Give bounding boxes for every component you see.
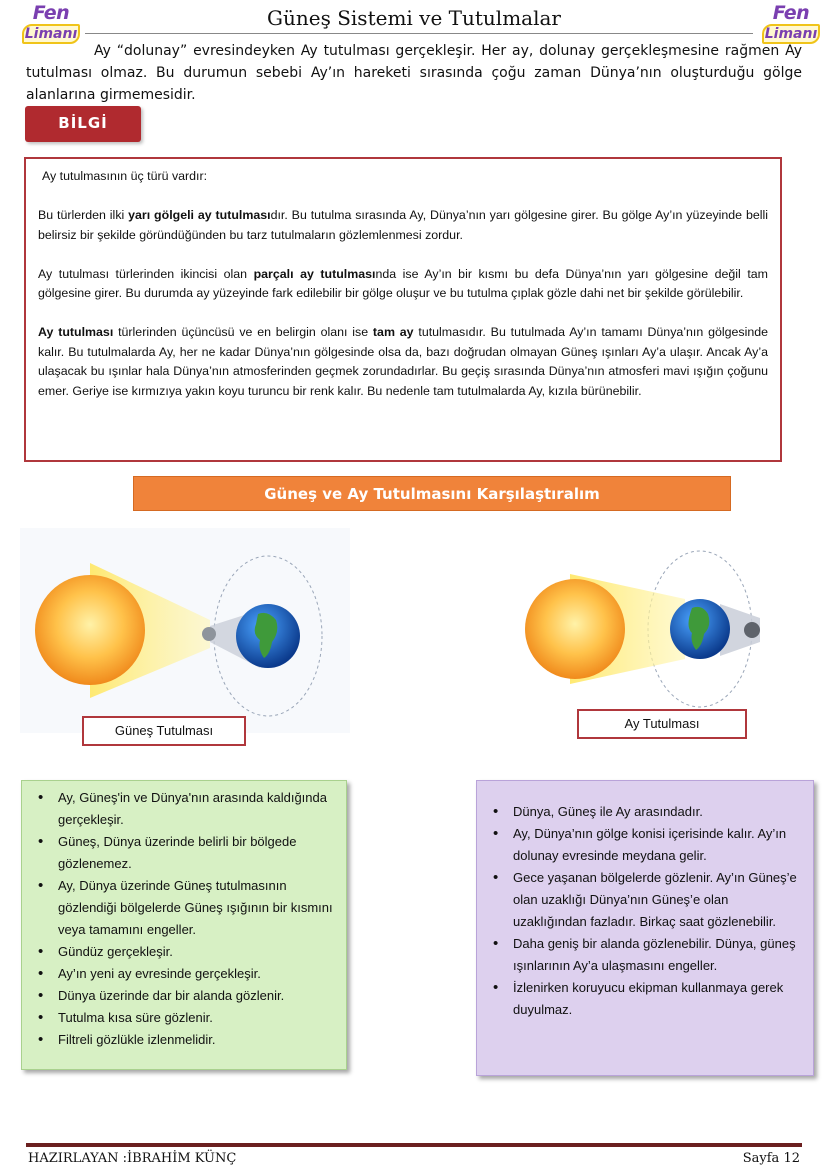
- page-title: Güneş Sistemi ve Tutulmalar: [267, 6, 561, 30]
- info-term-penumbral: yarı gölgeli ay tutulması: [128, 208, 271, 222]
- info-tab: [25, 106, 141, 142]
- info-text: Ay tutulması türlerinden ikincisi olan: [38, 266, 254, 281]
- info-paragraph-4: [38, 323, 768, 401]
- info-paragraph-2: [38, 206, 768, 245]
- info-text: Bu türlerden ilki: [38, 208, 129, 222]
- logo-liman-text: Limanı: [762, 24, 820, 44]
- lunar-eclipse-diagram: [520, 534, 780, 714]
- lunar-eclipse-facts: [476, 780, 814, 1076]
- info-paragraph-1: Ay tutulmasının üç türü vardır:: [42, 169, 208, 183]
- list-item: • Filtreli gözlükle izlenmelidir.: [30, 1029, 336, 1051]
- list-item: • İzlenirken koruyucu ekipman kullanmaya gerek duyulmaz.: [485, 977, 803, 1021]
- compare-banner-title: Güneş ve Ay Tutulmasını Karşılaştıralım: [264, 485, 600, 503]
- info-term-total: tam ay: [372, 325, 414, 339]
- list-item: • Ay’ın yeni ay evresinde gerçekleşir.: [30, 963, 336, 985]
- list-item: • Dünya üzerinde dar bir alanda gözlenir.: [30, 985, 336, 1007]
- compare-banner: [133, 476, 731, 511]
- intro-paragraph: Ay “dolunay” evresindeyken Ay tutulması gerçekleşir. Her ay, dolunay gerçekleşmesine rağmen Ay tutulması olmaz. Bu durumun sebebi Ay’ın hareketi sırasında çoğu zaman Dünya’nın oluşturduğu gölge alanlarına girmemesidir.: [26, 43, 802, 103]
- sun: [525, 579, 625, 679]
- list-item: • Gece yaşanan bölgelerde gözlenir. Ay’ın Güneş’e olan uzaklığı Dünya’nın Güneş’e olan uzaklığından fazladır. Birkaç saat gözlenebilir.: [485, 867, 803, 933]
- moon: [202, 627, 216, 641]
- moon: [744, 622, 760, 638]
- footer-divider: [26, 1143, 802, 1147]
- footer-author: HAZIRLAYAN :İBRAHİM KÜNÇ: [28, 1151, 237, 1166]
- solar-eclipse-caption: Güneş Tutulması: [82, 716, 246, 746]
- list-item: • Ay, Dünya üzerinde Güneş tutulmasının gözlendiği bölgelerde Güneş ışığının bir kısmını veya tamamını engeller.: [30, 875, 336, 941]
- logo-fen-text: Fen: [772, 2, 810, 24]
- lunar-eclipse-caption: Ay Tutulması: [577, 709, 747, 739]
- list-item: • Güneş, Dünya üzerinde belirli bir bölgede gözlenemez.: [30, 831, 336, 875]
- info-tab-label: BİLGİ: [58, 114, 108, 132]
- info-term-lunar-eclipse: Ay tutulması: [38, 325, 114, 339]
- list-item: • Dünya, Güneş ile Ay arasındadır.: [485, 801, 803, 823]
- list-item: • Gündüz gerçekleşir.: [30, 941, 336, 963]
- list-item: • Ay, Güneş'in ve Dünya'nın arasında kaldığında gerçekleşir.: [30, 787, 336, 831]
- list-item: • Ay, Dünya’nın gölge konisi içerisinde kalır. Ay’ın dolunay evresinde meydana gelir.: [485, 823, 803, 867]
- info-text: türlerinden üçüncüsü ve en belirgin olanı ise: [113, 325, 373, 339]
- info-paragraph-3: [38, 265, 768, 304]
- solar-eclipse-facts: [21, 780, 347, 1070]
- solar-eclipse-diagram: [20, 528, 350, 733]
- list-item: • Daha geniş bir alanda gözlenebilir. Dünya, güneş ışınlarının Ay’a ulaşmasını engeller.: [485, 933, 803, 977]
- sun: [35, 575, 145, 685]
- page-number: Sayfa 12: [742, 1151, 800, 1166]
- title-underline: [85, 33, 753, 34]
- info-text: nda ise Ay’ın bir kısmı bu defa Dünya’nın yarı gölgesine değil tam gölgesine girer. Bu durumda ay yüzeyinde fark edilebilir bir gölge oluşur ve bu tutulma çıplak gözle dahi net bir şekilde görülebilir.: [38, 266, 768, 300]
- logo-liman-text: Limanı: [22, 24, 80, 44]
- list-item: • Tutulma kısa süre gözlenir.: [30, 1007, 336, 1029]
- logo-fen-text: Fen: [32, 2, 70, 24]
- info-term-partial: parçalı ay tutulması: [253, 266, 376, 281]
- info-box: [24, 157, 782, 462]
- info-text: dır. Bu tutulma sırasında Ay, Dünya’nın yarı gölgesine girer. Bu gölge Ay’ın yüzeyinde belli belirsiz bir şekilde göründüğünden bu tarz tutulmaların gözlemlenmesi zordur.: [38, 208, 768, 242]
- info-text: tutulmasıdır. Bu tutulmada Ay’ın tamamı Dünya’nın gölgesinde kalır. Bu tutulmalarda Ay, her ne kadar Dünya’nın gölgesinde olsa da, bazı doğrudan olmayan Güneş ışınları Ay’a ulaşır. Ancak Ay’a ulaşacak bu ışınlar hala Dünya’nın atmosferinden geçmek zorundadırlar. Bu geçiş sırasında Dünya’nın atmosferi mavi ışığın çoğunu emer. Geriye ise kırmızıya yakın koyu turuncu bir renk kalır. Bu nedenle tam tutulmalarda Ay, kızıla bürünebilir.: [38, 325, 769, 398]
